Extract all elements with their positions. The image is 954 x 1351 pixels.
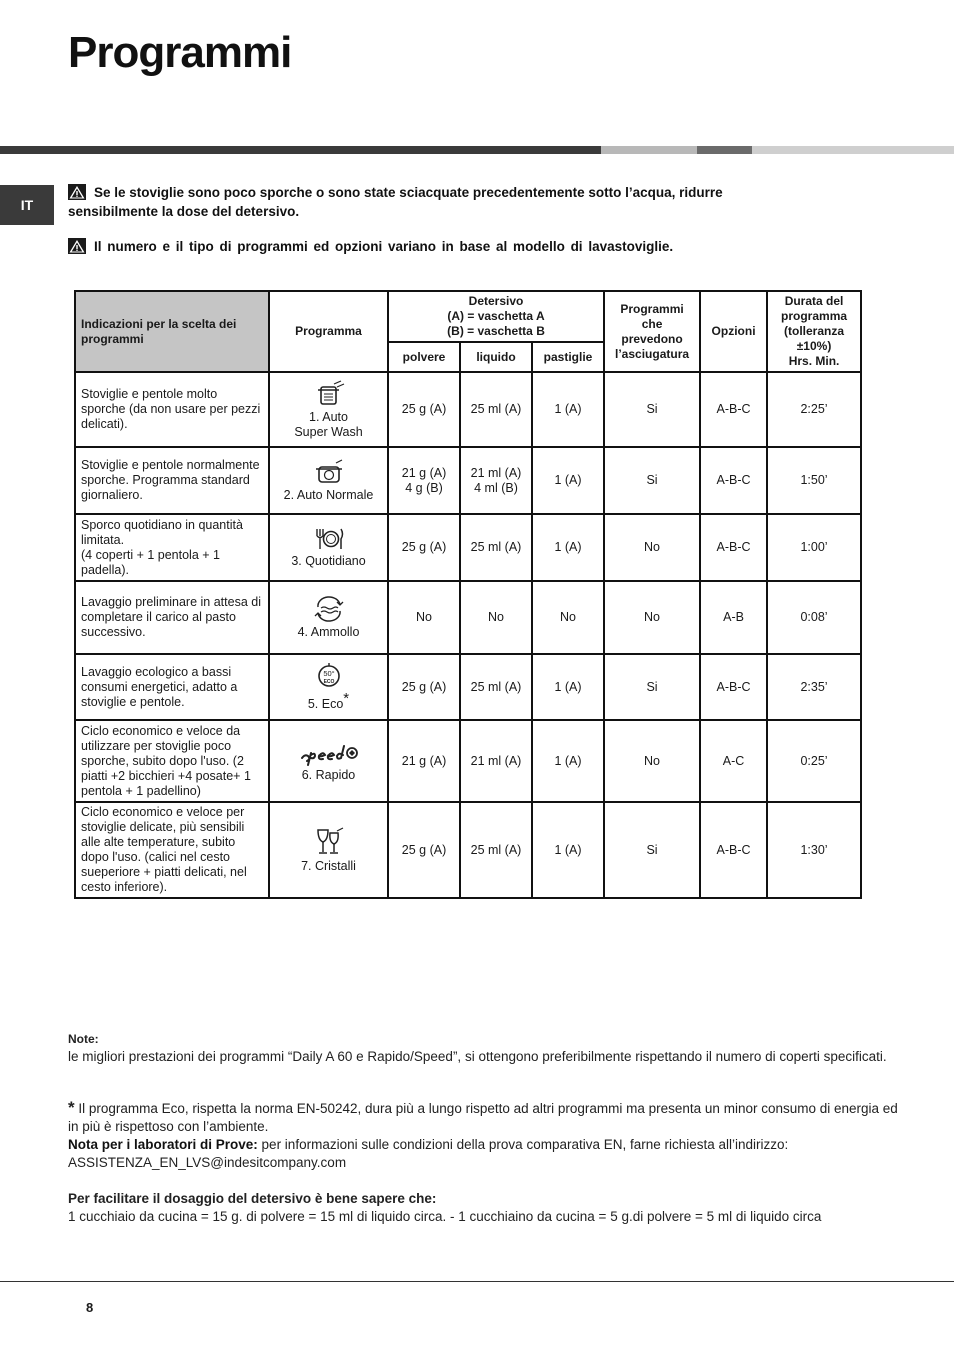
- page-title: Programmi: [68, 28, 292, 77]
- header-drying-l1: Programmi: [620, 301, 684, 316]
- glasses-icon: [313, 827, 345, 857]
- program-cell: [269, 581, 388, 654]
- drying-cell: No: [604, 581, 700, 654]
- powder-cell: 25 g (A): [388, 372, 460, 447]
- pot-intensive-icon: [313, 380, 345, 408]
- program-cell: [269, 654, 388, 720]
- header-drying-l4: l’asciugatura: [615, 346, 690, 361]
- drying-cell: Si: [604, 372, 700, 447]
- header-detergent-l2: (A) = vaschetta A: [447, 309, 545, 323]
- duration-cell: 2:25’: [767, 372, 861, 447]
- programs-table: [74, 290, 862, 899]
- liquid-cell: No: [460, 581, 532, 654]
- page-number: 8: [86, 1300, 94, 1315]
- warning-1: [68, 183, 788, 221]
- footer-divider: [0, 1281, 954, 1282]
- warning-triangle-icon: [68, 184, 86, 200]
- eco-asterisk: *: [343, 690, 350, 708]
- powder-cell: No: [388, 581, 460, 654]
- pot-normal-icon: [313, 458, 345, 486]
- header-drying-l3: prevedono: [621, 331, 683, 346]
- program-name-l1: 7. Cristalli: [301, 858, 356, 873]
- table-row: [75, 654, 861, 720]
- table-row: [75, 372, 861, 447]
- drying-cell: Si: [604, 802, 700, 898]
- options-cell: A-B: [700, 581, 767, 654]
- powder-cell: [388, 447, 460, 514]
- liquid-cell: 25 ml (A): [460, 514, 532, 581]
- powder-cell: 21 g (A): [388, 720, 460, 802]
- lab-note: [68, 1136, 908, 1154]
- eco-note-text: Il programma Eco, rispetta la norma EN-50242, dura più a lungo rispetto ad altri programmi ma presenta un minor consumo di energia ed in più è rispettoso con l’ambiente.: [68, 1101, 898, 1134]
- row-description: Lavaggio preliminare in attesa di completare il carico al pasto successivo.: [75, 581, 269, 654]
- notes-eco: [68, 1099, 908, 1172]
- options-cell: A-B-C: [700, 447, 767, 514]
- notes-section: [68, 1030, 908, 1066]
- table-row: [75, 720, 861, 802]
- header-program: Programma: [269, 291, 388, 372]
- warning-text-1: Se le stoviglie sono poco sporche o sono state sciacquate precedentemente sotto l’acqua, ridurre sensibilmente la dose del detersivo.: [68, 185, 723, 219]
- header-detergent-l1: Detersivo: [468, 294, 524, 308]
- powder-value-b: 4 g (B): [405, 480, 443, 495]
- row-description: Ciclo economico e veloce per stoviglie delicate, più sensibili alle alte temperature, subito dopo l'uso. (calici nel cesto sueperiore + piatti delicati, nel cesto inferiore).: [75, 802, 269, 898]
- svg-text:ECO: ECO: [323, 679, 334, 686]
- program-name-l1: 1. Auto: [309, 409, 348, 424]
- header-duration-l3: (tolleranza: [784, 324, 845, 338]
- tablets-cell: 1 (A): [532, 372, 604, 447]
- drying-cell: No: [604, 514, 700, 581]
- program-name-l1: 6. Rapido: [301, 767, 356, 782]
- drying-cell: Si: [604, 654, 700, 720]
- program-name-l1: 3. Quotidiano: [291, 554, 366, 568]
- tablets-cell: No: [532, 581, 604, 654]
- liquid-value-b: 4 ml (B): [474, 480, 518, 495]
- row-description: Lavaggio ecologico a bassi consumi energetici, adatto a stoviglie e pentole.: [75, 654, 269, 720]
- row-description: Stoviglie e pentole normalmente sporche. Programma standard giornaliero.: [75, 447, 269, 514]
- header-bar-mid: [697, 146, 752, 154]
- powder-cell: 25 g (A): [388, 654, 460, 720]
- lab-note-text: per informazioni sulle condizioni della prova comparativa EN, farne richiesta all’indirizzo:: [257, 1137, 789, 1152]
- tablets-cell: 1 (A): [532, 720, 604, 802]
- language-tab: IT: [0, 185, 54, 225]
- program-cell: [269, 372, 388, 447]
- liquid-cell: 25 ml (A): [460, 372, 532, 447]
- header-drying-l2: che: [641, 316, 663, 331]
- row-description: Ciclo economico e veloce da utilizzare per stoviglie poco sporche, subito dopo l'uso. (2 piatti +2 bicchieri +4 posate+ 1 pentola + 1 padellino): [75, 720, 269, 802]
- tablets-cell: 1 (A): [532, 514, 604, 581]
- lab-note-label: Nota per i laboratori di Prove:: [68, 1137, 258, 1152]
- liquid-cell: 25 ml (A): [460, 654, 532, 720]
- warning-text-2: Il numero e il tipo di programmi ed opzioni variano in base al modello di lavastoviglie.: [94, 239, 674, 254]
- header-duration-l1: Durata del: [784, 294, 844, 308]
- liquid-cell: [460, 447, 532, 514]
- header-powder: polvere: [388, 342, 460, 372]
- program-name-text: 5. Eco: [307, 697, 344, 712]
- tablets-cell: 1 (A): [532, 802, 604, 898]
- duration-cell: 1:00’: [767, 514, 861, 581]
- header-detergent: [388, 291, 604, 342]
- drying-cell: Si: [604, 447, 700, 514]
- header-liquid: liquido: [460, 342, 532, 372]
- options-cell: A-B-C: [700, 514, 767, 581]
- options-cell: A-B-C: [700, 654, 767, 720]
- header-drying: [604, 291, 700, 372]
- dosage-title: Per facilitare il dosaggio del detersivo è bene sapere che:: [68, 1191, 437, 1206]
- liquid-cell: 21 ml (A): [460, 720, 532, 802]
- dosage-section: [68, 1190, 908, 1226]
- header-detergent-l3: (B) = vaschetta B: [447, 324, 545, 338]
- program-name-l1: [274, 691, 383, 712]
- lab-email: ASSISTENZA_EN_LVS@indesitcompany.com: [68, 1155, 347, 1170]
- header-indications: Indicazioni per la scelta dei programmi: [75, 291, 269, 372]
- header-bar-light: [601, 146, 697, 154]
- program-cell: [269, 514, 388, 581]
- header-bar-dark: [0, 146, 601, 154]
- table-row: [75, 802, 861, 898]
- duration-cell: 1:30’: [767, 802, 861, 898]
- speed-logo-icon: [299, 740, 359, 766]
- dosage-text: 1 cucchiaio da cucina = 15 g. di polvere = 15 ml di liquido circa. - 1 cucchiaino da cucina = 5 g.di polvere = 5 ml di liquido circa: [68, 1209, 822, 1224]
- table-row: [75, 581, 861, 654]
- program-name-l2: Super Wash: [294, 424, 363, 439]
- eco-note-asterisk: *: [68, 1098, 75, 1117]
- header-duration: [767, 291, 861, 372]
- header-bar-pale: [752, 146, 954, 154]
- options-cell: A-C: [700, 720, 767, 802]
- duration-cell: 0:25’: [767, 720, 861, 802]
- row-description: Stoviglie e pentole molto sporche (da non usare per pezzi delicati).: [75, 372, 269, 447]
- program-cell: [269, 802, 388, 898]
- liquid-value-a: 21 ml (A): [470, 465, 522, 480]
- soak-waves-icon: [312, 595, 346, 623]
- header-options: Opzioni: [700, 291, 767, 372]
- notes-label: Note:: [68, 1032, 99, 1046]
- options-cell: A-B-C: [700, 372, 767, 447]
- table-row: [75, 447, 861, 514]
- eco-50-icon: [314, 661, 344, 689]
- program-name-l1: 4. Ammollo: [297, 625, 360, 639]
- row-description: Sporco quotidiano in quantità limitata. (4 coperti + 1 pentola + 1 padella).: [75, 514, 269, 581]
- table-row: [75, 514, 861, 581]
- powder-cell: 25 g (A): [388, 802, 460, 898]
- warning-triangle-icon: [68, 238, 86, 254]
- duration-cell: 2:35’: [767, 654, 861, 720]
- svg-text:50°: 50°: [322, 669, 335, 679]
- options-cell: A-B-C: [700, 802, 767, 898]
- header-tablets: pastiglie: [532, 342, 604, 372]
- warning-2: [68, 237, 788, 256]
- header-duration-l4: ±10%): [796, 339, 832, 353]
- duration-cell: 1:50’: [767, 447, 861, 514]
- notes-text-1: le migliori prestazioni dei programmi “Daily A 60 e Rapido/Speed”, si ottengono preferibilmente rispettando il numero di coperti specificati.: [68, 1049, 887, 1064]
- tablets-cell: 1 (A): [532, 447, 604, 514]
- duration-cell: 0:08’: [767, 581, 861, 654]
- plate-cutlery-icon: [312, 526, 346, 552]
- powder-cell: 25 g (A): [388, 514, 460, 581]
- tablets-cell: 1 (A): [532, 654, 604, 720]
- liquid-cell: 25 ml (A): [460, 802, 532, 898]
- program-cell: [269, 720, 388, 802]
- drying-cell: No: [604, 720, 700, 802]
- header-duration-l5: Hrs. Min.: [788, 354, 840, 368]
- header-duration-l2: programma: [781, 309, 848, 323]
- powder-value-a: 21 g (A): [401, 465, 447, 480]
- program-cell: [269, 447, 388, 514]
- program-name-l1: 2. Auto Normale: [283, 488, 374, 502]
